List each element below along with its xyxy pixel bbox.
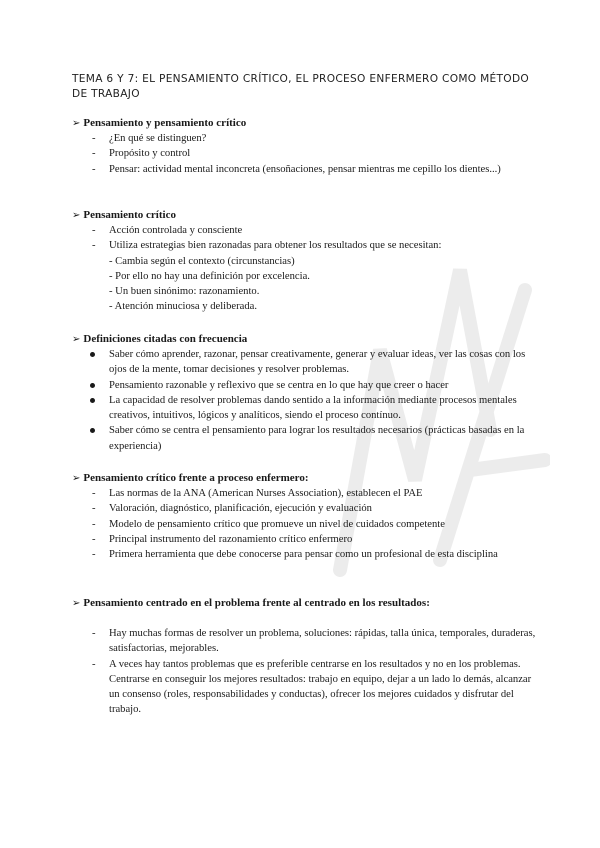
- section-pensamiento-critico: [72, 208, 542, 315]
- list-item: - Valoración, diagnóstico, planificación, ejecución y evaluación: [72, 501, 542, 516]
- sub-item: - Atención minuciosa y deliberada.: [109, 301, 257, 313]
- list-item: - Propósito y control: [72, 146, 542, 161]
- sub-item: - Un buen sinónimo: razonamiento.: [109, 286, 260, 298]
- arrow-bullet-icon: ➢: [72, 334, 81, 345]
- section-proceso-enfermero: [72, 471, 542, 562]
- list-item: - Pensar: actividad mental inconcreta (ensoñaciones, pensar mientras me cepillo los dientes...): [72, 162, 542, 177]
- section-heading: ➢ Definiciones citadas con frecuencia: [72, 333, 248, 345]
- list-item: - A veces hay tantos problemas que es preferible centrarse en los resultados y no en los problemas. Centrarse en conseguir los mejores resultados: trabajo en equipo, dejar a un lado lo demás, alcanzar un consenso (roles, responsabilidades y conductas), ofrecer los mejores cuidados y disfrutar del trabajo.: [72, 657, 542, 718]
- list-item: La capacidad de resolver problemas dando sentido a la información mediante procesos mentales creativos, intuitivos, lógicos y analíticos, siendo el proceso contínuo.: [72, 393, 542, 424]
- section-heading: ➢ Pensamiento crítico: [72, 209, 176, 221]
- arrow-bullet-icon: ➢: [72, 210, 81, 221]
- list-item: - Principal instrumento del razonamiento crítico enfermero: [72, 532, 542, 547]
- arrow-bullet-icon: ➢: [72, 118, 81, 129]
- bullet-list: [72, 626, 542, 718]
- list-item: Saber cómo se centra el pensamiento para lograr los resultados necesarios (prácticas basadas en la experiencia): [72, 423, 542, 454]
- list-item: - Primera herramienta que debe conocerse para pensar como un profesional de esta disciplina: [72, 547, 542, 562]
- arrow-bullet-icon: ➢: [72, 598, 81, 609]
- section-pensamiento: [72, 116, 542, 177]
- section-heading: ➢ Pensamiento centrado en el problema frente al centrado en los resultados:: [72, 597, 430, 609]
- section-problema-resultados: [72, 596, 542, 718]
- bullet-list: [72, 486, 542, 562]
- list-item: - Modelo de pensamiento crítico que promueve un nivel de cuidados competente: [72, 517, 542, 532]
- sub-item: - Por ello no hay una definición por excelencia.: [109, 270, 310, 282]
- bullet-list: [72, 131, 542, 177]
- list-item: - Acción controlada y consciente: [72, 223, 542, 238]
- bullet-list: [72, 347, 542, 454]
- document-title: TEMA 6 Y 7: EL PENSAMIENTO CRÍTICO, EL PROCESO ENFERMERO COMO MÉTODO DE TRABAJO: [72, 73, 530, 100]
- list-item: Saber cómo aprender, razonar, pensar creativamente, generar y evaluar ideas, ver las cosas con los ojos de la mente, tomar decisiones y resolver problemas.: [72, 347, 542, 378]
- arrow-bullet-icon: ➢: [72, 473, 81, 484]
- list-item: - Utiliza estrategias bien razonadas para obtener los resultados que se necesitan: - Cambia según el contexto (circunstancias) - Por ello no hay una definición por excelencia. - Un buen sinónimo: razonamiento. - Atención minuciosa y deliberada.: [72, 238, 542, 314]
- section-heading: ➢ Pensamiento y pensamiento crítico: [72, 117, 247, 129]
- list-item: - Hay muchas formas de resolver un problema, soluciones: rápidas, talla única, temporales, duraderas, satisfactorias, mejorables.: [72, 626, 542, 657]
- list-item: - ¿En qué se distinguen?: [72, 131, 542, 146]
- list-item: - Las normas de la ANA (American Nurses Association), establecen el PAE: [72, 486, 542, 501]
- section-definiciones: [72, 332, 542, 454]
- list-item: Pensamiento razonable y reflexivo que se centra en lo que hay que creer o hacer: [72, 378, 542, 393]
- section-heading: ➢ Pensamiento crítico frente a proceso enfermero:: [72, 472, 309, 484]
- sub-item: - Cambia según el contexto (circunstancias): [109, 255, 295, 267]
- bullet-list: [72, 223, 542, 315]
